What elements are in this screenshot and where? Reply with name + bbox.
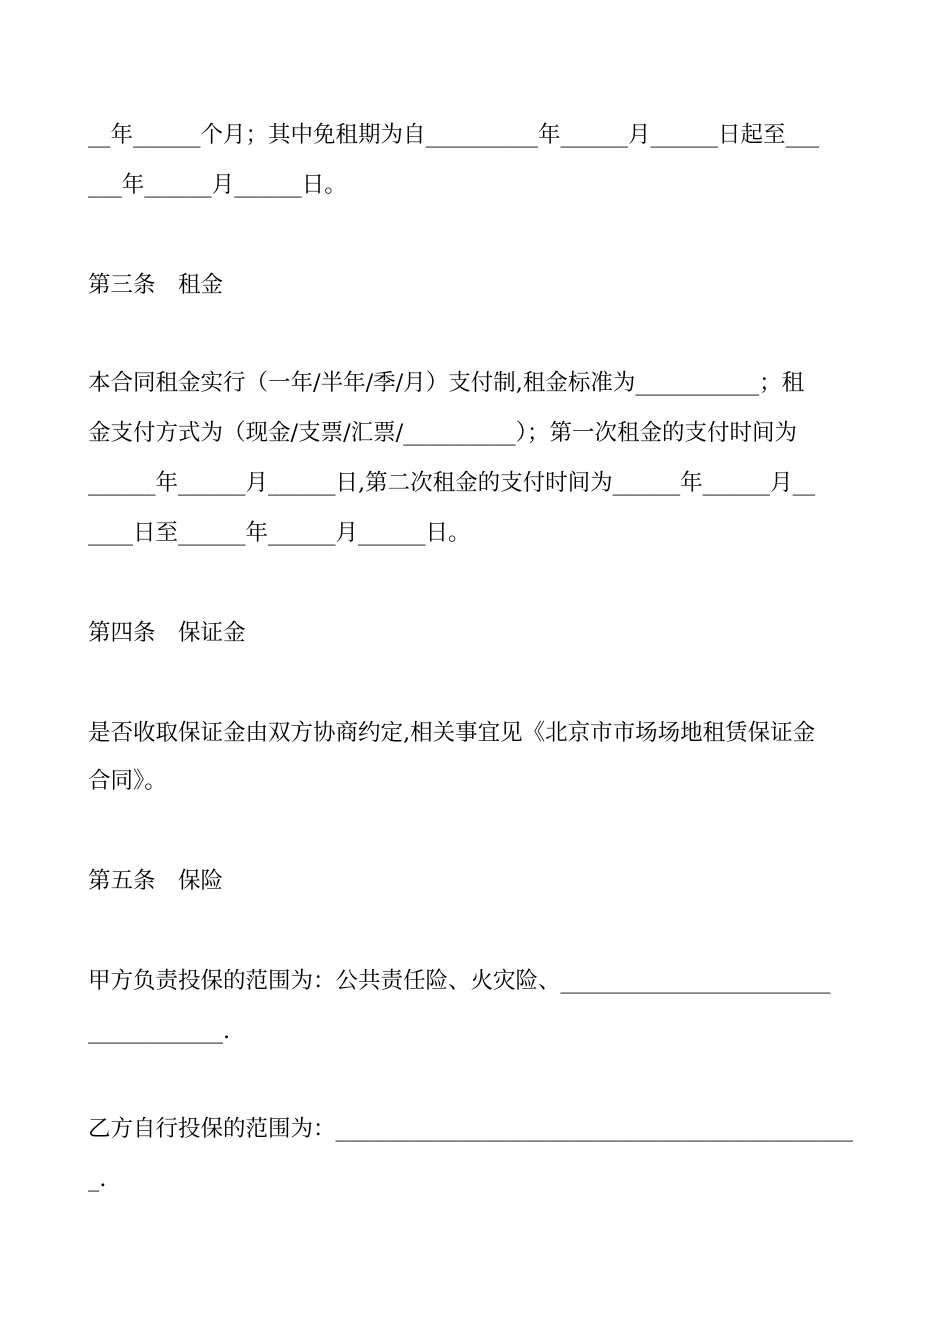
rent-paragraph-line-4: ____日至______年______月______日。	[88, 520, 471, 546]
insurance-party-a-line-1: 甲方负责投保的范围为：公共责任险、火灾险、________________________	[88, 968, 831, 994]
article-5-heading: 第五条 保险	[88, 868, 224, 894]
rent-paragraph-line-2: 金支付方式为（现金/支票/汇票/__________）；第一次租金的支付时间为	[88, 420, 797, 446]
deposit-paragraph-line-1: 是否收取保证金由双方协商约定,相关事宜见《北京市市场场地租赁保证金	[88, 720, 816, 746]
insurance-party-b-line-2: _.	[88, 1166, 107, 1192]
article-3-heading: 第三条 租金	[88, 272, 224, 298]
deposit-paragraph-line-2: 合同》。	[88, 768, 167, 794]
article-4-heading: 第四条 保证金	[88, 620, 246, 646]
rental-term-line-1: __年______个月；其中免租期为自__________年______月______日起至___	[88, 122, 820, 148]
insurance-party-b-line-1: 乙方自行投保的范围为：______________________________________________	[88, 1116, 854, 1142]
rent-paragraph-line-3: ______年______月______日,第二次租金的支付时间为______年______月__	[88, 470, 816, 496]
rent-paragraph-line-1: 本合同租金实行（一年/半年/季/月）支付制,租金标准为___________；租	[88, 370, 805, 396]
rental-term-line-2: ___年______月______日。	[88, 172, 347, 198]
insurance-party-a-line-2: ____________.	[88, 1018, 231, 1044]
